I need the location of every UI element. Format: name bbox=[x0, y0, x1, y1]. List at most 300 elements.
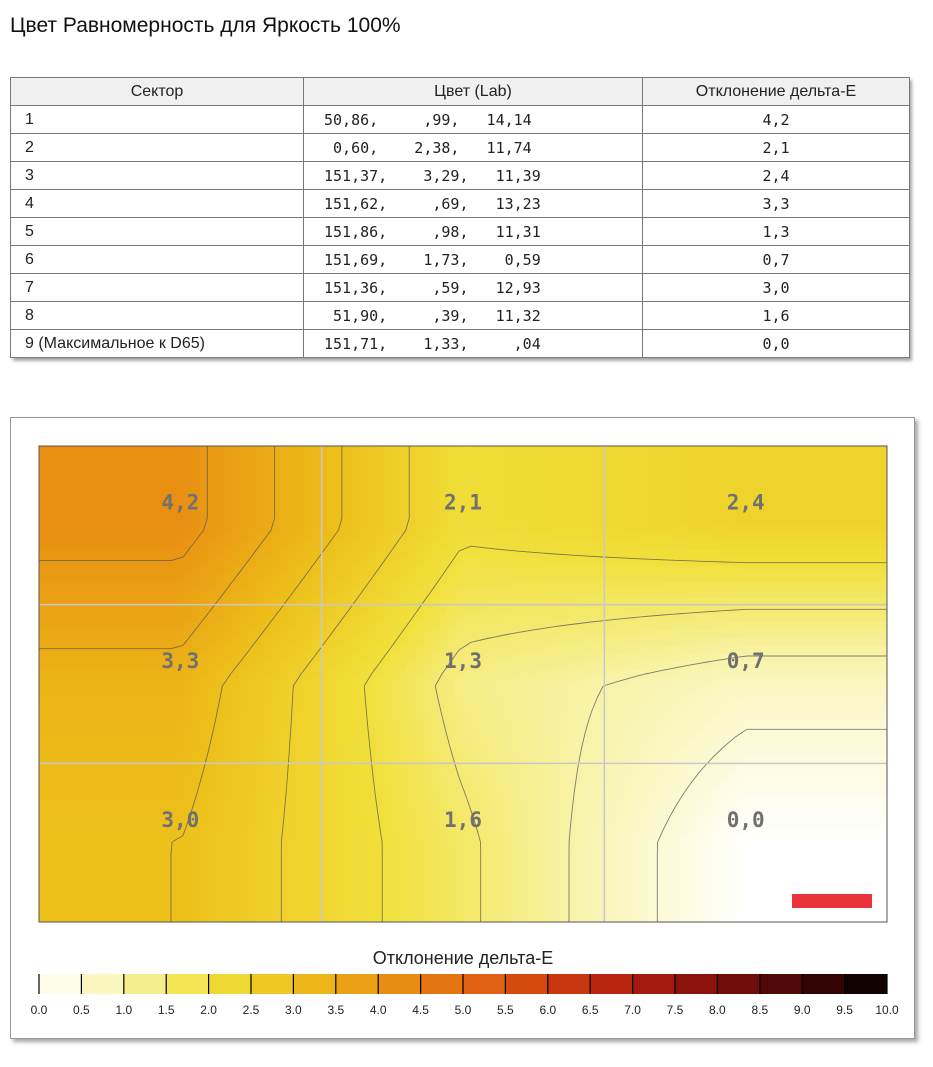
heat-cell bbox=[711, 638, 720, 647]
heat-cell bbox=[663, 534, 672, 543]
heat-cell bbox=[719, 518, 728, 527]
heat-cell bbox=[407, 446, 416, 455]
heat-cell bbox=[575, 510, 584, 519]
heat-cell bbox=[519, 718, 528, 727]
sector-cell: 2 bbox=[11, 134, 304, 162]
heat-cell bbox=[679, 478, 688, 487]
heat-cell bbox=[735, 566, 744, 575]
heat-cell bbox=[823, 518, 832, 527]
heat-cell bbox=[463, 622, 472, 631]
heat-cell bbox=[151, 550, 160, 559]
heat-cell bbox=[559, 710, 568, 719]
heat-cell bbox=[503, 478, 512, 487]
heat-cell bbox=[743, 550, 752, 559]
heat-cell bbox=[343, 814, 352, 823]
heat-cell bbox=[311, 694, 320, 703]
heat-cell bbox=[359, 654, 368, 663]
heat-cell bbox=[47, 558, 56, 567]
heat-cell bbox=[823, 686, 832, 695]
heat-cell bbox=[695, 702, 704, 711]
heat-cell bbox=[503, 742, 512, 751]
heat-cell bbox=[655, 766, 664, 775]
heat-cell bbox=[47, 646, 56, 655]
heat-cell bbox=[231, 806, 240, 815]
heat-cell bbox=[295, 798, 304, 807]
heat-cell bbox=[751, 550, 760, 559]
heat-cell bbox=[471, 470, 480, 479]
heat-cell bbox=[623, 558, 632, 567]
heat-cell bbox=[607, 718, 616, 727]
heat-cell bbox=[575, 790, 584, 799]
heat-cell bbox=[511, 734, 520, 743]
heat-cell bbox=[559, 486, 568, 495]
heat-cell bbox=[263, 814, 272, 823]
heat-cell bbox=[599, 662, 608, 671]
heat-cell bbox=[527, 622, 536, 631]
table-row bbox=[11, 330, 910, 358]
heat-cell bbox=[207, 782, 216, 791]
heat-cell bbox=[407, 814, 416, 823]
heat-cell bbox=[767, 526, 776, 535]
heat-cell bbox=[183, 734, 192, 743]
heat-cell bbox=[847, 766, 856, 775]
heat-cell bbox=[111, 534, 120, 543]
heat-cell bbox=[335, 806, 344, 815]
heat-cell bbox=[703, 446, 712, 455]
heat-cell bbox=[855, 686, 864, 695]
heat-cell bbox=[351, 470, 360, 479]
heat-cell bbox=[39, 790, 48, 799]
heat-cell bbox=[351, 502, 360, 511]
heat-cell bbox=[207, 534, 216, 543]
heat-cell bbox=[399, 766, 408, 775]
heat-cell bbox=[423, 478, 432, 487]
heat-cell bbox=[735, 550, 744, 559]
heat-cell bbox=[703, 646, 712, 655]
heat-cell bbox=[839, 694, 848, 703]
heat-cell bbox=[47, 606, 56, 615]
heat-cell bbox=[711, 774, 720, 783]
heat-cell bbox=[143, 710, 152, 719]
heat-cell bbox=[631, 710, 640, 719]
heat-cell bbox=[767, 614, 776, 623]
heat-cell bbox=[679, 710, 688, 719]
heat-cell bbox=[727, 462, 736, 471]
heat-cell bbox=[535, 790, 544, 799]
heat-cell bbox=[223, 798, 232, 807]
heat-cell bbox=[111, 798, 120, 807]
heat-cell bbox=[119, 718, 128, 727]
heat-cell bbox=[119, 782, 128, 791]
heat-cell bbox=[871, 774, 880, 783]
heat-cell bbox=[183, 742, 192, 751]
heat-cell bbox=[143, 638, 152, 647]
heat-cell bbox=[679, 494, 688, 503]
heat-cell bbox=[463, 694, 472, 703]
heat-cell bbox=[807, 606, 816, 615]
heat-cell bbox=[815, 630, 824, 639]
heat-cell bbox=[671, 622, 680, 631]
table-row bbox=[11, 190, 910, 218]
heat-cell bbox=[735, 694, 744, 703]
heat-cell bbox=[711, 518, 720, 527]
heat-cell bbox=[47, 614, 56, 623]
heat-cell bbox=[407, 662, 416, 671]
heat-cell bbox=[263, 566, 272, 575]
heat-cell bbox=[287, 574, 296, 583]
heat-cell bbox=[719, 470, 728, 479]
heat-cell bbox=[519, 694, 528, 703]
heat-cell bbox=[479, 582, 488, 591]
heat-cell bbox=[823, 758, 832, 767]
heat-cell bbox=[463, 606, 472, 615]
heat-cell bbox=[591, 542, 600, 551]
heat-cell bbox=[527, 462, 536, 471]
heat-cell bbox=[671, 782, 680, 791]
heat-cell bbox=[151, 566, 160, 575]
heat-cell bbox=[303, 734, 312, 743]
heat-cell bbox=[855, 798, 864, 807]
heat-cell bbox=[207, 622, 216, 631]
heat-cell bbox=[343, 574, 352, 583]
heat-cell bbox=[55, 462, 64, 471]
heat-cell bbox=[575, 566, 584, 575]
heat-cell bbox=[327, 558, 336, 567]
heat-cell bbox=[791, 566, 800, 575]
heat-cell bbox=[143, 566, 152, 575]
heat-cell bbox=[831, 478, 840, 487]
heat-cell bbox=[87, 686, 96, 695]
heat-cell bbox=[231, 614, 240, 623]
heat-cell bbox=[591, 774, 600, 783]
heat-cell bbox=[775, 470, 784, 479]
heat-cell bbox=[215, 494, 224, 503]
heat-cell bbox=[863, 582, 872, 591]
heat-cell bbox=[271, 750, 280, 759]
heat-cell bbox=[847, 486, 856, 495]
heat-cell bbox=[687, 542, 696, 551]
heat-cell bbox=[607, 518, 616, 527]
heat-cell bbox=[135, 510, 144, 519]
heat-cell bbox=[87, 742, 96, 751]
heat-cell bbox=[359, 622, 368, 631]
heat-cell bbox=[319, 790, 328, 799]
heat-cell bbox=[671, 678, 680, 687]
heat-cell bbox=[231, 758, 240, 767]
heat-cell bbox=[647, 526, 656, 535]
heat-cell bbox=[503, 614, 512, 623]
heat-cell bbox=[559, 678, 568, 687]
heat-cell bbox=[487, 646, 496, 655]
heat-cell bbox=[487, 654, 496, 663]
heat-cell bbox=[495, 574, 504, 583]
heat-cell bbox=[263, 654, 272, 663]
heat-cell bbox=[63, 510, 72, 519]
heat-cell bbox=[71, 630, 80, 639]
heat-cell bbox=[119, 686, 128, 695]
heat-cell bbox=[623, 790, 632, 799]
heat-cell bbox=[207, 814, 216, 823]
heat-cell bbox=[727, 574, 736, 583]
heat-cell bbox=[175, 614, 184, 623]
heat-cell bbox=[39, 694, 48, 703]
heat-cell bbox=[327, 686, 336, 695]
heat-cell bbox=[303, 526, 312, 535]
sector-cell: 4 bbox=[11, 190, 304, 218]
heat-cell bbox=[455, 446, 464, 455]
heat-cell bbox=[511, 774, 520, 783]
heat-cell bbox=[215, 782, 224, 791]
heat-cell bbox=[759, 750, 768, 759]
heat-cell bbox=[327, 606, 336, 615]
heat-cell bbox=[503, 550, 512, 559]
heat-cell bbox=[503, 510, 512, 519]
heat-cell bbox=[575, 726, 584, 735]
heat-cell bbox=[607, 758, 616, 767]
heat-cell bbox=[551, 678, 560, 687]
heat-cell bbox=[327, 510, 336, 519]
heat-cell bbox=[255, 718, 264, 727]
lab-table bbox=[10, 77, 910, 358]
heat-cell bbox=[47, 502, 56, 511]
heat-cell bbox=[327, 814, 336, 823]
heat-cell bbox=[119, 446, 128, 455]
heat-cell bbox=[567, 774, 576, 783]
heat-cell bbox=[135, 782, 144, 791]
heat-cell bbox=[855, 726, 864, 735]
heat-cell bbox=[471, 678, 480, 687]
heat-cell bbox=[479, 518, 488, 527]
heat-cell bbox=[799, 806, 808, 815]
heat-cell bbox=[623, 542, 632, 551]
heat-cell bbox=[471, 790, 480, 799]
heat-cell bbox=[415, 790, 424, 799]
heat-cell bbox=[463, 534, 472, 543]
heat-cell bbox=[247, 686, 256, 695]
heat-cell bbox=[519, 702, 528, 711]
heat-cell bbox=[255, 478, 264, 487]
heat-cell bbox=[703, 526, 712, 535]
heat-cell bbox=[791, 670, 800, 679]
heat-cell bbox=[279, 742, 288, 751]
heat-cell bbox=[423, 550, 432, 559]
heat-cell bbox=[695, 494, 704, 503]
heat-cell bbox=[639, 446, 648, 455]
heat-cell bbox=[151, 758, 160, 767]
heat-cell bbox=[311, 726, 320, 735]
header-lab: Цвет (Lab) bbox=[304, 78, 643, 106]
heat-cell bbox=[383, 566, 392, 575]
heat-cell bbox=[807, 534, 816, 543]
heat-cell bbox=[215, 630, 224, 639]
heat-cell bbox=[831, 534, 840, 543]
table-row bbox=[11, 162, 910, 190]
heat-cell bbox=[63, 718, 72, 727]
heat-cell bbox=[359, 542, 368, 551]
heat-cell bbox=[183, 750, 192, 759]
heat-cell bbox=[767, 646, 776, 655]
heat-cell bbox=[503, 558, 512, 567]
heat-cell bbox=[631, 550, 640, 559]
heat-cell bbox=[855, 702, 864, 711]
heat-cell bbox=[591, 606, 600, 615]
heat-cell bbox=[391, 446, 400, 455]
heat-cell bbox=[183, 798, 192, 807]
heat-cell bbox=[95, 718, 104, 727]
heat-cell bbox=[143, 798, 152, 807]
heat-cell bbox=[791, 502, 800, 511]
heat-cell bbox=[727, 614, 736, 623]
heat-cell bbox=[39, 710, 48, 719]
heat-cell bbox=[175, 702, 184, 711]
heat-cell bbox=[807, 590, 816, 599]
heat-cell bbox=[119, 814, 128, 823]
heat-cell bbox=[263, 446, 272, 455]
heat-cell bbox=[559, 766, 568, 775]
heat-cell bbox=[751, 574, 760, 583]
heat-cell bbox=[767, 550, 776, 559]
heat-cell bbox=[231, 710, 240, 719]
heat-cell bbox=[63, 758, 72, 767]
heat-cell bbox=[527, 670, 536, 679]
heat-cell bbox=[551, 758, 560, 767]
heat-cell bbox=[295, 454, 304, 463]
heat-cell bbox=[439, 798, 448, 807]
heat-cell bbox=[695, 566, 704, 575]
heat-cell bbox=[551, 670, 560, 679]
heat-cell bbox=[151, 742, 160, 751]
heat-cell bbox=[87, 814, 96, 823]
heat-cell bbox=[167, 574, 176, 583]
heat-cell bbox=[111, 630, 120, 639]
heat-cell bbox=[255, 702, 264, 711]
heat-cell bbox=[655, 702, 664, 711]
heat-cell bbox=[231, 678, 240, 687]
heat-cell bbox=[663, 742, 672, 751]
heat-cell bbox=[175, 678, 184, 687]
heat-cell bbox=[143, 694, 152, 703]
heat-cell bbox=[671, 686, 680, 695]
heat-cell bbox=[599, 694, 608, 703]
heat-cell bbox=[87, 670, 96, 679]
heat-cell bbox=[399, 678, 408, 687]
heat-cell bbox=[791, 590, 800, 599]
heat-cell bbox=[599, 518, 608, 527]
heat-cell bbox=[679, 758, 688, 767]
heat-cell bbox=[511, 590, 520, 599]
heat-cell bbox=[127, 734, 136, 743]
heat-cell bbox=[871, 574, 880, 583]
heat-cell bbox=[839, 630, 848, 639]
heat-cell bbox=[231, 734, 240, 743]
heat-cell bbox=[47, 750, 56, 759]
heat-cell bbox=[607, 734, 616, 743]
heat-cell bbox=[375, 654, 384, 663]
heat-cell bbox=[511, 574, 520, 583]
heat-cell bbox=[775, 758, 784, 767]
heat-cell bbox=[295, 502, 304, 511]
heat-cell bbox=[847, 510, 856, 519]
heat-cell bbox=[471, 518, 480, 527]
heat-cell bbox=[383, 686, 392, 695]
heat-cell bbox=[703, 558, 712, 567]
heat-cell bbox=[335, 734, 344, 743]
heat-cell bbox=[559, 502, 568, 511]
heat-cell bbox=[519, 670, 528, 679]
heat-cell bbox=[711, 542, 720, 551]
heat-cell bbox=[855, 718, 864, 727]
heat-cell bbox=[351, 638, 360, 647]
heat-cell bbox=[727, 710, 736, 719]
heat-cell bbox=[695, 654, 704, 663]
heat-cell bbox=[367, 630, 376, 639]
heat-cell bbox=[511, 782, 520, 791]
lab-cell: 151,36, ,59, 12,93 bbox=[304, 274, 643, 302]
heat-cell bbox=[263, 662, 272, 671]
heat-cell bbox=[391, 454, 400, 463]
heat-cell bbox=[319, 526, 328, 535]
heat-cell bbox=[231, 654, 240, 663]
heat-cell bbox=[799, 654, 808, 663]
heat-cell bbox=[671, 726, 680, 735]
heat-cell bbox=[599, 630, 608, 639]
heat-cell bbox=[743, 534, 752, 543]
heat-cell bbox=[231, 606, 240, 615]
heat-cell bbox=[55, 734, 64, 743]
heat-cell bbox=[127, 678, 136, 687]
heat-cell bbox=[71, 758, 80, 767]
heat-cell bbox=[615, 462, 624, 471]
heat-cell bbox=[807, 686, 816, 695]
heat-cell bbox=[551, 798, 560, 807]
heat-cell bbox=[687, 614, 696, 623]
heat-cell bbox=[127, 630, 136, 639]
heat-cell bbox=[159, 582, 168, 591]
heat-cell bbox=[543, 478, 552, 487]
heat-cell bbox=[607, 790, 616, 799]
heat-cell bbox=[295, 654, 304, 663]
heat-cell bbox=[879, 742, 888, 751]
heat-cell bbox=[143, 758, 152, 767]
heat-cell bbox=[631, 750, 640, 759]
heat-cell bbox=[151, 630, 160, 639]
heat-cell bbox=[311, 622, 320, 631]
heat-cell bbox=[679, 550, 688, 559]
heat-cell bbox=[623, 582, 632, 591]
heat-cell bbox=[207, 494, 216, 503]
heat-cell bbox=[375, 630, 384, 639]
heat-cell bbox=[687, 478, 696, 487]
heat-cell bbox=[423, 502, 432, 511]
heat-cell bbox=[767, 478, 776, 487]
heat-cell bbox=[567, 694, 576, 703]
heat-cell bbox=[71, 782, 80, 791]
heat-cell bbox=[439, 742, 448, 751]
heat-cell bbox=[599, 710, 608, 719]
heat-cell bbox=[719, 614, 728, 623]
heat-cell bbox=[415, 526, 424, 535]
heat-cell bbox=[423, 686, 432, 695]
heat-cell bbox=[495, 686, 504, 695]
heat-cell bbox=[687, 454, 696, 463]
heat-cell bbox=[87, 574, 96, 583]
heat-cell bbox=[639, 758, 648, 767]
heat-cell bbox=[799, 542, 808, 551]
heat-cell bbox=[743, 758, 752, 767]
heat-cell bbox=[495, 470, 504, 479]
heat-cell bbox=[567, 750, 576, 759]
heat-cell bbox=[191, 550, 200, 559]
